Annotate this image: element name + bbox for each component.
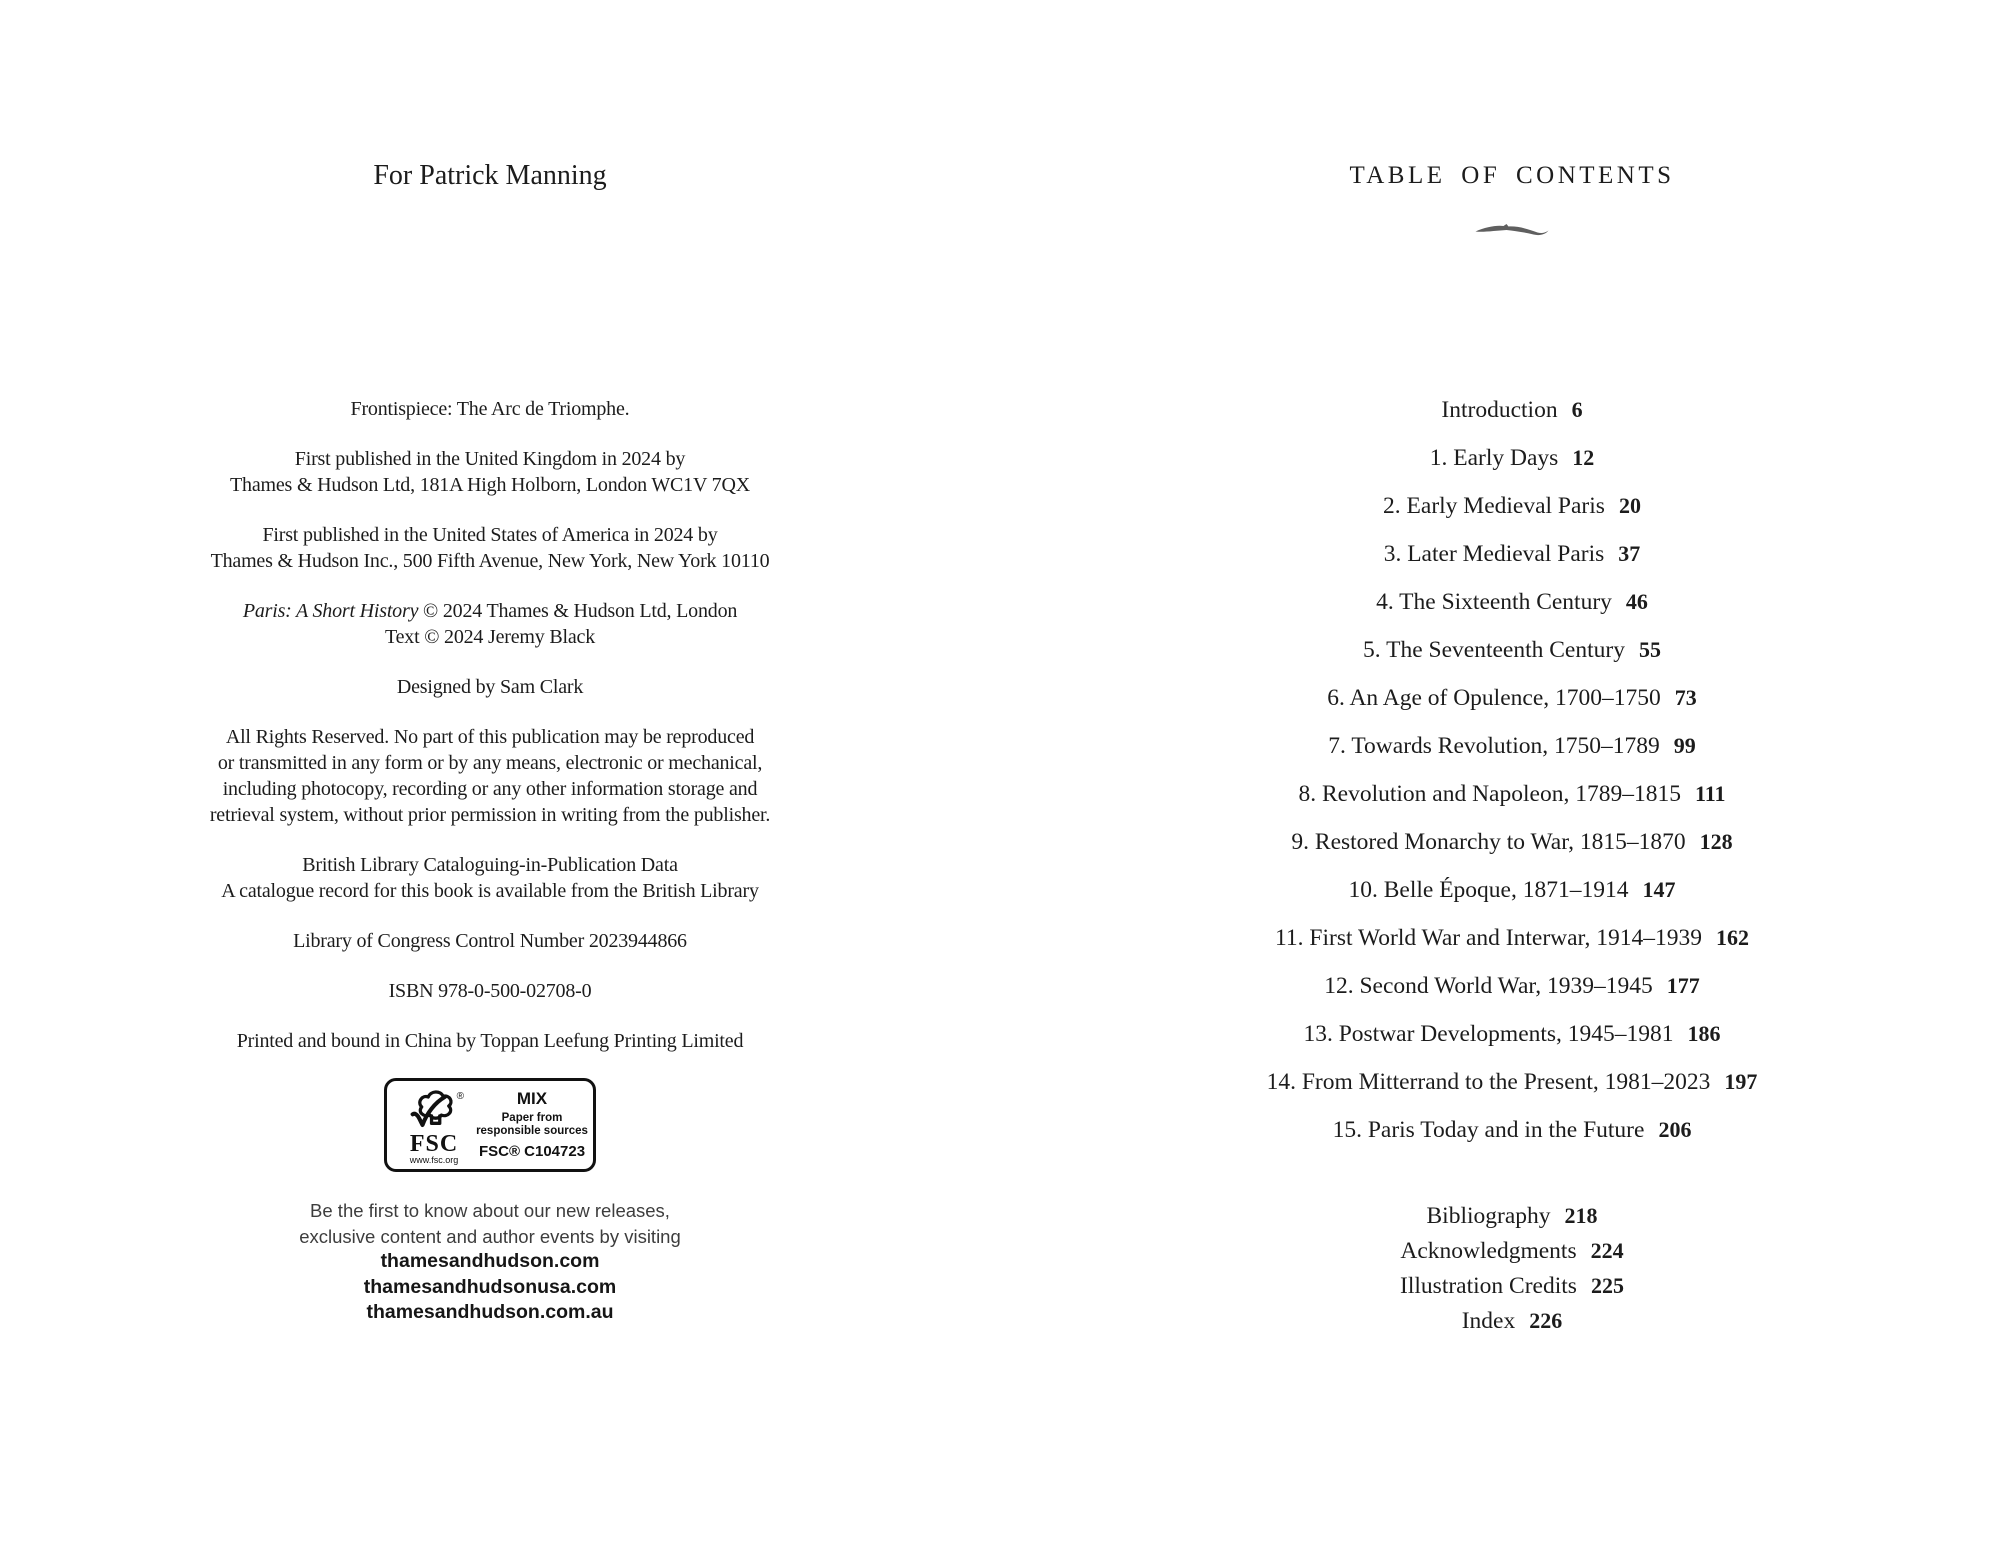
toc-entry-page-number: 111 [1694,781,1726,806]
toc-entry-page-number: 37 [1618,541,1641,566]
toc-entry-page-number: 99 [1673,733,1696,758]
dedication: For Patrick Manning [373,160,607,191]
toc-entry-label: 6. An Age of Opulence, 1700–1750 [1327,685,1661,711]
toc-entry-label: 2. Early Medieval Paris [1383,493,1605,519]
toc-entry-page-number: 46 [1625,589,1648,614]
toc-entry-page-number: 6 [1571,397,1583,422]
fsc-wordmark: FSC [409,1131,459,1157]
toc-entry [1024,434,2000,482]
publisher-website: thamesandhudson.com [380,1250,600,1272]
publisher-website: thamesandhudsonusa.com [363,1275,617,1298]
toc-entry [1024,386,2000,434]
ornament-row [1024,224,2000,236]
toc-entry [1024,866,2000,914]
backmatter-entry-page-number: 225 [1590,1273,1624,1298]
registered-mark: ® [456,1091,464,1102]
toc-entry [1024,482,2000,530]
toc-entry [1024,530,2000,578]
toc-entry [1024,818,2000,866]
contents-page [1000,0,2000,1565]
toc-entry [1024,1058,2000,1106]
toc-entry-label: 10. Belle Époque, 1871–1914 [1348,877,1629,903]
toc-entry-label: 14. From Mitterrand to the Present, 1981–2023 [1266,1069,1711,1095]
toc-entry [1024,578,2000,626]
loc-control-number: Library of Congress Control Number 2023944866 [293,930,687,952]
backmatter-entry-label: Index [1461,1308,1516,1334]
leaf-swash-ornament-icon [1474,224,1550,236]
toc-entry [1024,626,2000,674]
toc-entry-page-number: 12 [1572,445,1595,470]
us-publication-note: First published in the United States of America in 2024 by Thames & Hudson Inc., 500 Fifth Avenue, New York, New York 10110 [210,524,770,572]
copyright-note: Paris: A Short History © 2024 Thames & Hudson Ltd, London Text © 2024 Jeremy Black [242,600,738,648]
toc-entry-label: 12. Second World War, 1939–1945 [1324,973,1653,999]
backmatter-entry [1024,1303,2000,1338]
publisher-website: thamesandhudson.com.au [366,1301,614,1323]
toc-entry-label: 5. The Seventeenth Century [1363,637,1625,663]
toc-entry-label: 1. Early Days [1429,445,1559,471]
toc-entry [1024,1106,2000,1154]
backmatter-entry [1024,1198,2000,1233]
backmatter-list [1024,1198,2000,1338]
contents-column [1024,0,2000,1565]
fsc-certificate-code: FSC® C104723 [478,1143,586,1160]
toc-entry-label: 11. First World War and Interwar, 1914–1939 [1275,925,1702,951]
toc-entry-label: 8. Revolution and Napoleon, 1789–1815 [1298,781,1681,807]
toc-entry-label: 3. Later Medieval Paris [1383,541,1605,567]
toc-entry-label: Introduction [1441,397,1558,423]
toc-entry-page-number: 20 [1618,493,1641,518]
toc-entry-page-number: 55 [1638,637,1661,662]
frontispiece-note: Frontispiece: The Arc de Triomphe. [350,398,630,420]
promo-site-list [0,1249,980,1326]
designer-credit: Designed by Sam Clark [396,676,584,698]
toc-entry [1024,674,2000,722]
backmatter-entry-page-number: 224 [1590,1238,1624,1263]
colophon [0,396,980,1326]
rights-notice: All Rights Reserved. No part of this publication may be reproduced or transmitted in any form or by any means, electronic or mechanical, including photocopy, recording or any other information storage and retrieval system, without prior permission in writing from the publisher. [209,726,771,826]
fsc-certification-label [384,1078,596,1172]
publisher-promo [0,1198,980,1326]
printer-note: Printed and bound in China by Toppan Leefung Printing Limited [236,1030,744,1052]
promo-text: Be the first to know about our new releases, exclusive content and author events by visiting [299,1200,681,1247]
fsc-url: www.fsc.org [409,1155,459,1165]
isbn: ISBN 978-0-500-02708-0 [388,980,592,1002]
toc-entry-page-number: 177 [1666,973,1700,998]
fsc-mix-label: MIX [516,1089,548,1108]
toc-entry-label: 15. Paris Today and in the Future [1332,1117,1645,1143]
british-library-note: British Library Cataloguing-in-Publication Data A catalogue record for this book is available from the British Library [221,854,759,902]
toc-entry-label: 7. Towards Revolution, 1750–1789 [1328,733,1660,759]
book-title-italic: Paris: A Short History [242,600,419,622]
toc-entry-label: 9. Restored Monarchy to War, 1815–1870 [1291,829,1686,855]
toc-entry-label: 4. The Sixteenth Century [1376,589,1612,615]
toc-entry-page-number: 206 [1658,1117,1692,1142]
toc-entry [1024,722,2000,770]
page-title: TABLE OF CONTENTS [1349,162,1675,189]
backmatter-entry-label: Bibliography [1426,1203,1551,1229]
toc-entry-page-number: 186 [1687,1021,1721,1046]
toc-entry-page-number: 128 [1699,829,1733,854]
backmatter-entry [1024,1233,2000,1268]
toc-entry [1024,962,2000,1010]
toc-entry [1024,770,2000,818]
uk-publication-note: First published in the United Kingdom in 2024 by Thames & Hudson Ltd, 181A High Holborn, London WC1V 7QX [230,448,750,496]
toc-entry-label: 13. Postwar Developments, 1945–1981 [1303,1021,1674,1047]
backmatter-entry-label: Acknowledgments [1400,1238,1577,1264]
backmatter-entry-label: Illustration Credits [1400,1273,1577,1299]
backmatter-entry [1024,1268,2000,1303]
toc-entry-page-number: 73 [1674,685,1697,710]
toc-entry-page-number: 147 [1642,877,1676,902]
toc-entry [1024,1010,2000,1058]
fsc-description: Paper from responsible sources [476,1112,588,1137]
toc-entry-page-number: 197 [1724,1069,1758,1094]
toc-entry-page-number: 162 [1715,925,1749,950]
toc-entry [1024,914,2000,962]
fsc-text-block [476,1089,588,1161]
backmatter-entry-page-number: 218 [1564,1203,1598,1228]
toc-list [1024,386,2000,1154]
backmatter-entry-page-number: 226 [1529,1308,1563,1333]
fsc-tree-check-icon [409,1088,459,1134]
fsc-logo-block [392,1084,476,1166]
